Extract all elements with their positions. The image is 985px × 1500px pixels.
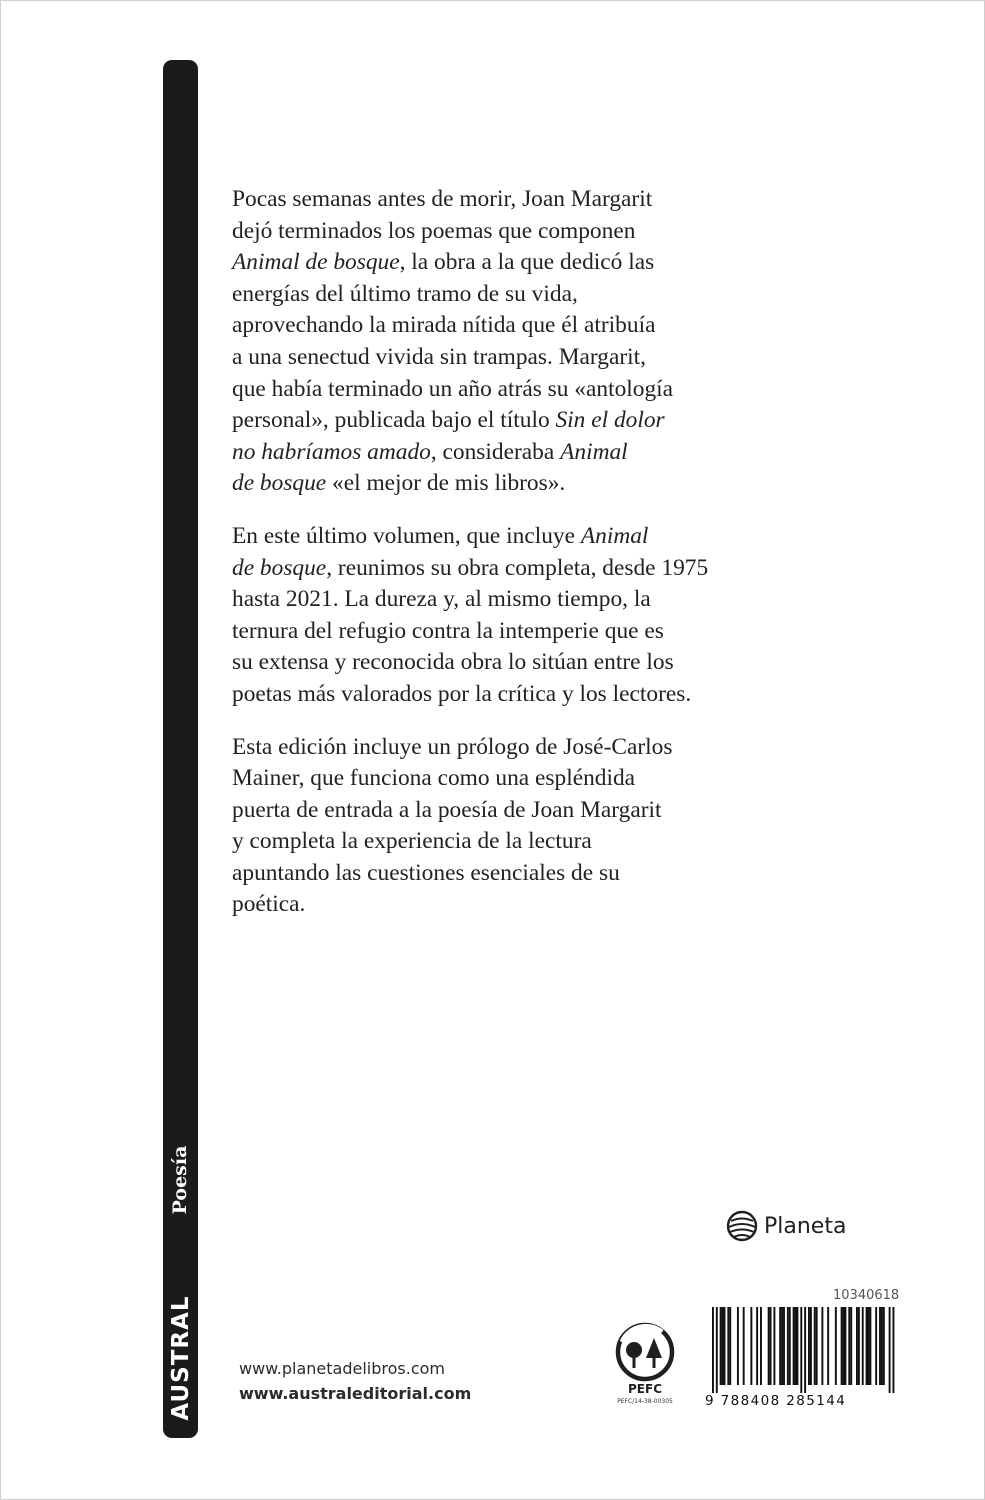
blurb-text: ternura del refugio contra la intemperie que es	[232, 617, 664, 644]
pefc-tree-icon	[610, 1322, 680, 1382]
blurb-line	[232, 795, 752, 827]
blurb-line	[232, 732, 752, 764]
barcode-bar	[856, 1307, 858, 1385]
blurb-text: En este último volumen, que incluye	[232, 522, 581, 549]
blurb-line	[232, 616, 752, 648]
barcode-bar	[892, 1307, 894, 1393]
barcode-bar	[868, 1307, 870, 1385]
blurb-text: Mainer, que funciona como una espléndida	[232, 765, 636, 792]
blurb-text: hasta 2021. La dureza y, al mismo tiempo, la	[232, 586, 651, 613]
barcode-bar	[883, 1307, 885, 1385]
barcode-bar	[724, 1307, 726, 1385]
barcode-bar	[781, 1307, 783, 1385]
barcode-bar	[843, 1307, 845, 1385]
barcode-bar	[720, 1307, 722, 1385]
blurb-text: dejó terminados los poemas que componen	[232, 217, 636, 244]
blurb-text: apuntando las cuestiones esenciales de su	[232, 859, 620, 886]
barcode-bar	[808, 1307, 810, 1385]
spine-collection: Poesía	[169, 1145, 191, 1215]
barcode-bar	[814, 1307, 816, 1385]
barcode-bar	[770, 1307, 772, 1385]
barcode-bar	[793, 1307, 795, 1385]
blurb-paragraph-2	[232, 521, 752, 711]
blurb-text: a una senectud vivida sin trampas. Margarit,	[232, 343, 646, 370]
publisher-name: Planeta	[764, 1213, 847, 1239]
blurb-italic-title: de bosque	[232, 470, 327, 497]
barcode-bar	[787, 1307, 789, 1385]
blurb-line	[232, 679, 752, 711]
barcode-bar	[844, 1307, 846, 1385]
blurb-line	[232, 889, 752, 921]
blurb-text: su extensa y reconocida obra lo sitúan entre los	[232, 649, 674, 676]
blurb-paragraph-3	[232, 732, 752, 922]
barcode-bar	[816, 1307, 818, 1385]
barcode-bar	[795, 1307, 797, 1385]
barcode-bar	[804, 1307, 806, 1393]
barcode-bar	[768, 1307, 770, 1385]
spine-bar	[163, 60, 198, 1438]
barcode-bar	[743, 1307, 745, 1385]
blurb-line	[232, 216, 752, 248]
blurb-italic-title: Animal	[580, 522, 649, 549]
blurb-line	[232, 521, 752, 553]
barcode-bar	[858, 1307, 860, 1385]
blurb-text: puerta de entrada a la poesía de Joan Margarit	[232, 796, 662, 823]
blurb-text: personal», publicada bajo el título	[232, 407, 556, 434]
barcode-bar	[789, 1307, 791, 1385]
barcode-bar	[827, 1307, 829, 1385]
barcode-bar	[841, 1307, 843, 1385]
blurb-text: aprovechando la mirada nítida que él atribuía	[232, 312, 656, 339]
barcode-bar	[848, 1307, 850, 1385]
blurb-text: poetas más valorados por la crítica y los lectores.	[232, 680, 692, 707]
barcode-bar	[716, 1307, 718, 1393]
barcode-bar	[773, 1307, 775, 1385]
blurb-paragraph-1	[232, 184, 752, 500]
barcode-bar	[800, 1307, 802, 1393]
barcode-bar	[760, 1307, 762, 1385]
barcode-bar	[722, 1307, 724, 1385]
barcode-bars	[700, 1307, 896, 1393]
barcode-bar	[869, 1307, 871, 1385]
barcode-bar	[727, 1307, 729, 1385]
blurb-italic-title: Animal	[560, 438, 628, 465]
blurb-line	[232, 553, 752, 585]
barcode-bar	[866, 1307, 868, 1385]
blurb-text: Pocas semanas antes de morir, Joan Margarit	[232, 186, 653, 212]
isbn-digits: 9 788408 285144	[705, 1393, 847, 1409]
barcode-bar	[756, 1307, 758, 1385]
barcode-bar	[712, 1307, 714, 1393]
blurb-line	[232, 647, 752, 679]
blurb-italic-title: no habríamos amado	[232, 438, 431, 465]
blurb-text: , la obra a la que dedicó las	[399, 249, 655, 276]
pefc-logo	[610, 1322, 680, 1412]
blurb-line	[232, 826, 752, 858]
blurb-text: y completa la experiencia de la lectura	[232, 828, 592, 855]
blurb-line	[232, 584, 752, 616]
blurb-text: energías del último tramo de su vida,	[232, 280, 578, 307]
barcode-bar	[750, 1307, 752, 1385]
barcode-bar	[881, 1307, 883, 1385]
blurb-line	[232, 405, 752, 437]
pefc-cert-code: PEFC/14-38-00305	[617, 1398, 673, 1405]
blurb-line	[232, 763, 752, 795]
blurb-text: , consideraba	[430, 438, 561, 465]
blurb-text: , reunimos su obra completa, desde 1975	[326, 554, 709, 581]
blurb-line	[232, 374, 752, 406]
barcode-bar	[850, 1307, 852, 1385]
blurb-line	[232, 279, 752, 311]
back-cover-blurb	[232, 184, 752, 942]
blurb-line	[232, 184, 752, 216]
barcode-bar	[737, 1307, 739, 1385]
globe-icon	[726, 1210, 758, 1242]
barcode-bar	[779, 1307, 781, 1385]
pefc-label: PEFC	[628, 1382, 662, 1396]
blurb-line	[232, 247, 752, 279]
barcode-bar	[879, 1307, 881, 1385]
barcode-bar	[889, 1307, 891, 1393]
blurb-line	[232, 437, 752, 469]
blurb-italic-title: Sin el dolor	[555, 407, 665, 434]
website-planeta[interactable]: www.planetadelibros.com	[239, 1359, 445, 1378]
website-austral[interactable]: www.australeditorial.com	[239, 1384, 472, 1403]
barcode-bar	[875, 1307, 877, 1385]
planeta-logo	[726, 1209, 846, 1243]
barcode-bar	[862, 1307, 864, 1385]
blurb-line	[232, 310, 752, 342]
blurb-text: «el mejor de mis libros».	[326, 470, 566, 497]
blurb-line	[232, 342, 752, 374]
blurb-line	[232, 858, 752, 890]
blurb-text: que había terminado un año atrás su «antología	[232, 375, 674, 402]
blurb-text: Esta edición incluye un prólogo de José-Carlos	[232, 733, 673, 760]
barcode-bar	[783, 1307, 785, 1385]
barcode-bar	[821, 1307, 823, 1385]
blurb-italic-title: Animal de bosque	[232, 249, 400, 276]
barcode-bar	[729, 1307, 731, 1385]
blurb-text: poética.	[232, 891, 306, 918]
barcode-bar	[835, 1307, 837, 1385]
blurb-italic-title: de bosque	[232, 554, 327, 581]
internal-code: 10340618	[833, 1288, 900, 1303]
spine-brand: AUSTRAL	[168, 1295, 194, 1421]
blurb-line	[232, 468, 752, 500]
barcode-bar	[810, 1307, 812, 1385]
barcode-bar	[796, 1307, 798, 1385]
